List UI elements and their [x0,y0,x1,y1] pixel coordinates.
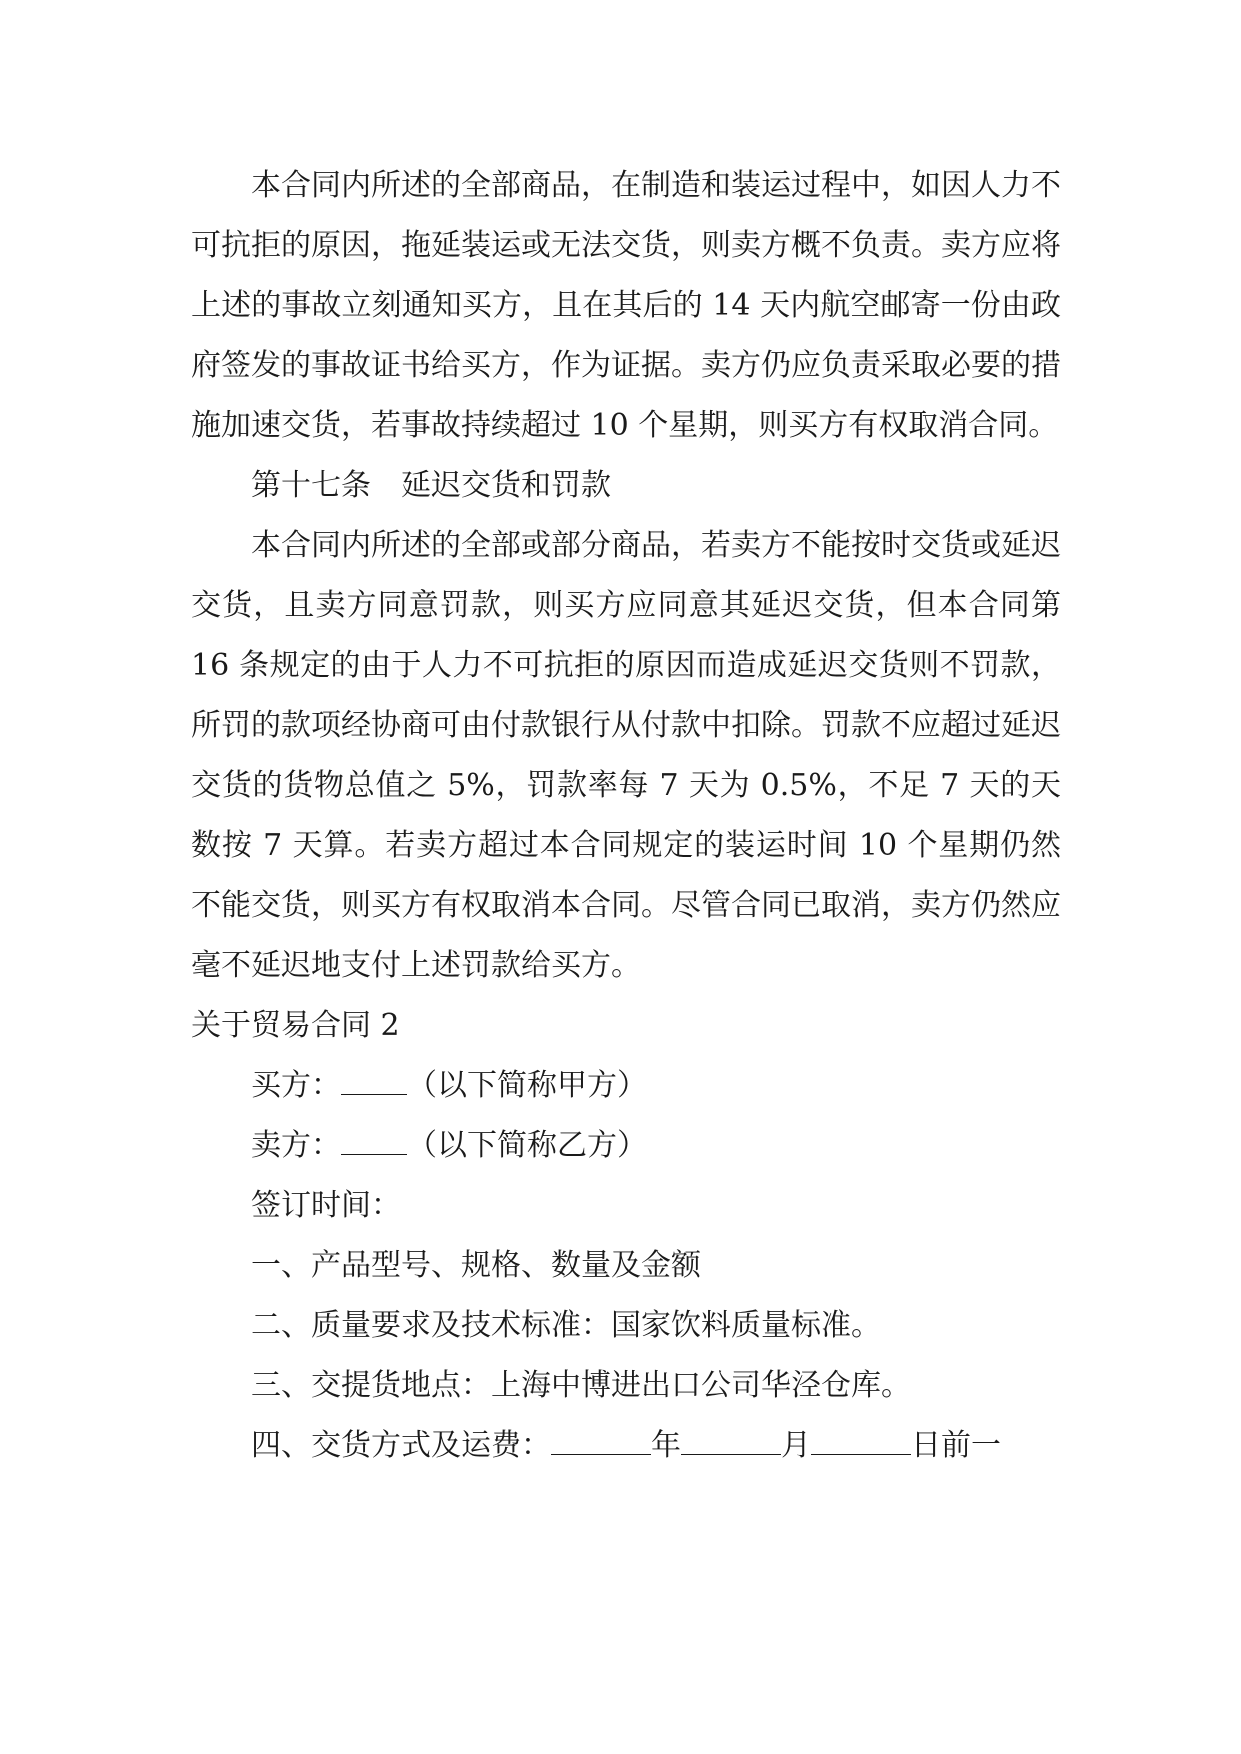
article-17-heading: 第十七条 延迟交货和罚款 [251,468,611,503]
item-4-prefix: 四、交货方式及运费： [251,1428,551,1463]
seller-suffix: （以下简称乙方） [407,1128,647,1163]
item-4 [191,1416,1061,1476]
late-delivery-penalty-paragraph: 本合同内所述的全部或部分商品，若卖方不能按时交货或延迟交货，且卖方同意罚款，则买方应同意其延迟交货，但本合同第 16 条规定的由于人力不可抗拒的原因而造成延迟交货则不罚款，所罚的款项经协商可由付款银行从付款中扣除。罚款不应超过延迟交货的货物总值之 5%，罚款率每 7 天为 0.5%，不足 7 天的天数按 7 天算。若卖方超过本合同规定的装运时间 10 个星期仍然不能交货，则买方有权取消本合同。尽管合同已取消，卖方仍然应毫不延迟地支付上述罚款给买方。 [191,528,1061,983]
buyer-label: 买方： [251,1068,341,1103]
year-blank [551,1420,651,1455]
seller-blank [341,1120,407,1155]
item-4-year: 年 [651,1428,681,1463]
buyer-line [191,1056,1061,1116]
month-blank [681,1420,781,1455]
buyer-suffix: （以下简称甲方） [407,1068,647,1103]
day-blank [811,1420,911,1455]
document-body [191,156,1061,1476]
item-1: 一、产品型号、规格、数量及金额 [251,1248,701,1283]
item-2: 二、质量要求及技术标准：国家饮料质量标准。 [251,1308,881,1343]
item-4-day: 日前一 [911,1428,1001,1463]
force-majeure-paragraph: 本合同内所述的全部商品，在制造和装运过程中，如因人力不可抗拒的原因，拖延装运或无法交货，则卖方概不负责。卖方应将上述的事故立刻通知买方，且在其后的 14 天内航空邮寄一份由政府签发的事故证书给买方，作为证据。卖方仍应负责采取必要的措施加速交货，若事故持续超过 10 个星期，则买方有权取消合同。 [191,168,1061,443]
contract-2-title: 关于贸易合同 2 [191,1008,400,1043]
sign-time-line: 签订时间： [251,1188,401,1223]
seller-line [191,1116,1061,1176]
seller-label: 卖方： [251,1128,341,1163]
item-3: 三、交提货地点：上海中博进出口公司华泾仓库。 [251,1368,911,1403]
buyer-blank [341,1060,407,1095]
item-4-month: 月 [781,1428,811,1463]
